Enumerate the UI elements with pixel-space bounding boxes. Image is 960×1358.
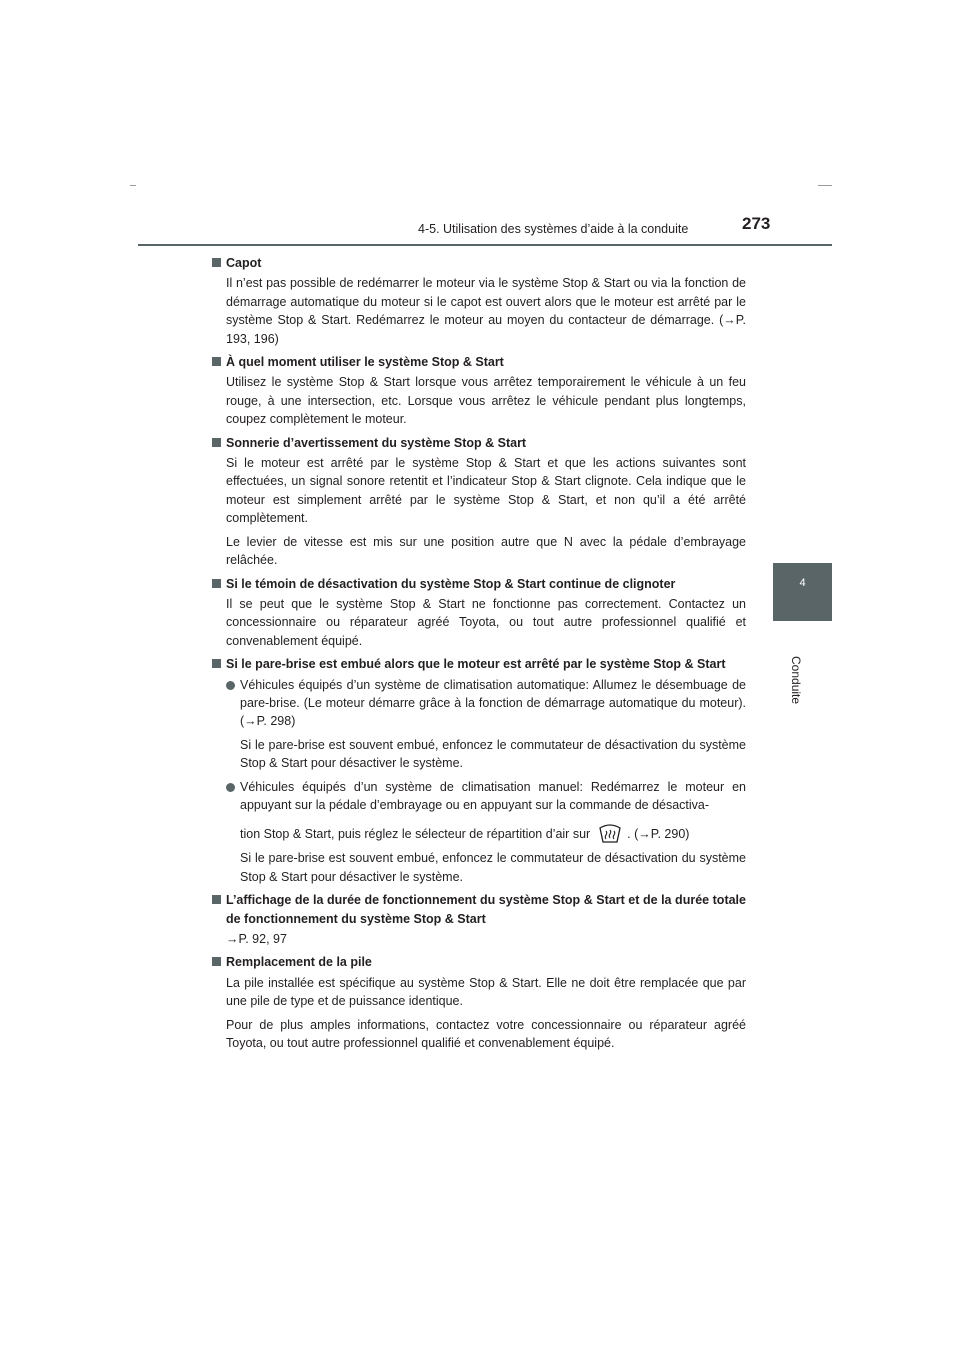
windshield-defrost-icon <box>598 822 622 844</box>
section-affichage <box>212 891 746 948</box>
section-title: Remplacement de la pile <box>226 955 372 970</box>
section-text: La pile installée est spécifique au système Stop & Start. Elle ne doit être remplacée que par une pile de type et de puissance identique. <box>226 975 746 1009</box>
section-title: Si le pare-brise est embué alors que le moteur est arrêté par le système Stop & Start <box>226 657 726 672</box>
circle-bullet-icon <box>226 681 235 690</box>
chapter-tab <box>773 563 832 621</box>
section-title: Capot <box>226 256 262 270</box>
header-rule <box>138 244 832 246</box>
square-bullet-icon <box>212 659 221 668</box>
section-sonnerie <box>212 434 746 570</box>
section-title: À quel moment utiliser le système Stop & Start <box>226 355 504 370</box>
list-item-text: Véhicules équipés d’un système de climatisation manuel: Redémarrez le moteur en appuyant sur la pédale d’embrayage ou en appuyant sur la commande de désactiva- <box>240 779 746 812</box>
page-number: 273 <box>742 214 771 233</box>
header-section-title: 4-5. Utilisation des systèmes d’aide à la conduite <box>418 222 689 236</box>
square-bullet-icon <box>212 357 221 366</box>
section-text: Utilisez le système Stop & Start lorsque vous arrêtez temporairement le véhicule à un feu rouge, à une intersection, etc. Lorsque vous arrêtez le véhicule pendant plus longtemps, coupez complètement le moteur. <box>226 375 746 427</box>
square-bullet-icon <box>212 258 221 267</box>
section-pile <box>212 953 746 1052</box>
section-capot <box>212 254 746 348</box>
list-item-note: Si le pare-brise est souvent embué, enfoncez le commutateur de désactivation du système Stop & Start pour désactiver le système. <box>240 737 746 771</box>
circle-bullet-icon <box>226 783 235 792</box>
list-item-text: tion Stop & Start, puis réglez le sélecteur de répartition d’air sur <box>240 827 591 842</box>
square-bullet-icon <box>212 579 221 588</box>
section-text: Le levier de vitesse est mis sur une position autre que N avec la pédale d’embrayage relâchée. <box>226 534 746 568</box>
section-title: Sonnerie d’avertissement du système Stop & Start <box>226 435 527 450</box>
section-parebrise <box>212 655 746 886</box>
crop-mark-left <box>130 185 136 186</box>
section-title: Si le témoin de désactivation du système Stop & Start continue de clignoter <box>226 576 676 591</box>
page-reference: →P. 92, 97 <box>226 932 287 946</box>
page-content <box>212 254 746 1057</box>
page-reference: . (→P. 290) <box>627 827 690 842</box>
square-bullet-icon <box>212 895 221 904</box>
chapter-label: Conduite <box>789 656 803 705</box>
square-bullet-icon <box>212 438 221 447</box>
list-item-text: Véhicules équipés d’un système de climatisation automatique: Allumez le désembuage de pare-brise. (Le moteur démarre grâce à la fonction de démarrage automatique du moteur). (→P. 298) <box>240 677 746 729</box>
section-title: L’affichage de la durée de fonctionnement du système Stop & Start et de la durée totale de fonctionnement du système Stop & Start <box>226 893 746 926</box>
chapter-number: 4 <box>799 577 806 589</box>
crop-mark-right <box>818 185 832 186</box>
section-text: Si le moteur est arrêté par le système Stop & Start et que les actions suivantes sont effectuées, un signal sonore retentit et l’indicateur Stop & Start clignote. Cela indique que le moteur est simplement arrêté par le système Stop & Start, et non qu’il a été arrêté complètement. <box>226 456 746 526</box>
list-item <box>212 778 746 845</box>
list-item-note: Si le pare-brise est souvent embué, enfoncez le commutateur de désactivation du système Stop & Start pour désactiver le système. <box>240 851 746 884</box>
section-quand <box>212 353 746 429</box>
section-text: Il se peut que le système Stop & Start ne fonctionne pas correctement. Contactez un concessionnaire ou réparateur agréé Toyota, ou tout autre professionnel qualifié et convenablement équipé. <box>226 596 746 648</box>
section-temoin <box>212 575 746 651</box>
section-text: Il n’est pas possible de redémarrer le moteur via le système Stop & Start ou via la fonction de démarrage automatique du moteur si le capot est ouvert alors que le moteur est arrêté par le système Stop & Start. Redémarrez le moteur au moyen du contacteur de démarrage. (→P. 193, 196) <box>226 276 746 346</box>
list-item <box>212 676 746 731</box>
section-text: Pour de plus amples informations, contactez votre concessionnaire ou réparateur agréé Toyota, ou tout autre professionnel qualifié et convenablement équipé. <box>226 1017 746 1051</box>
square-bullet-icon <box>212 957 221 966</box>
